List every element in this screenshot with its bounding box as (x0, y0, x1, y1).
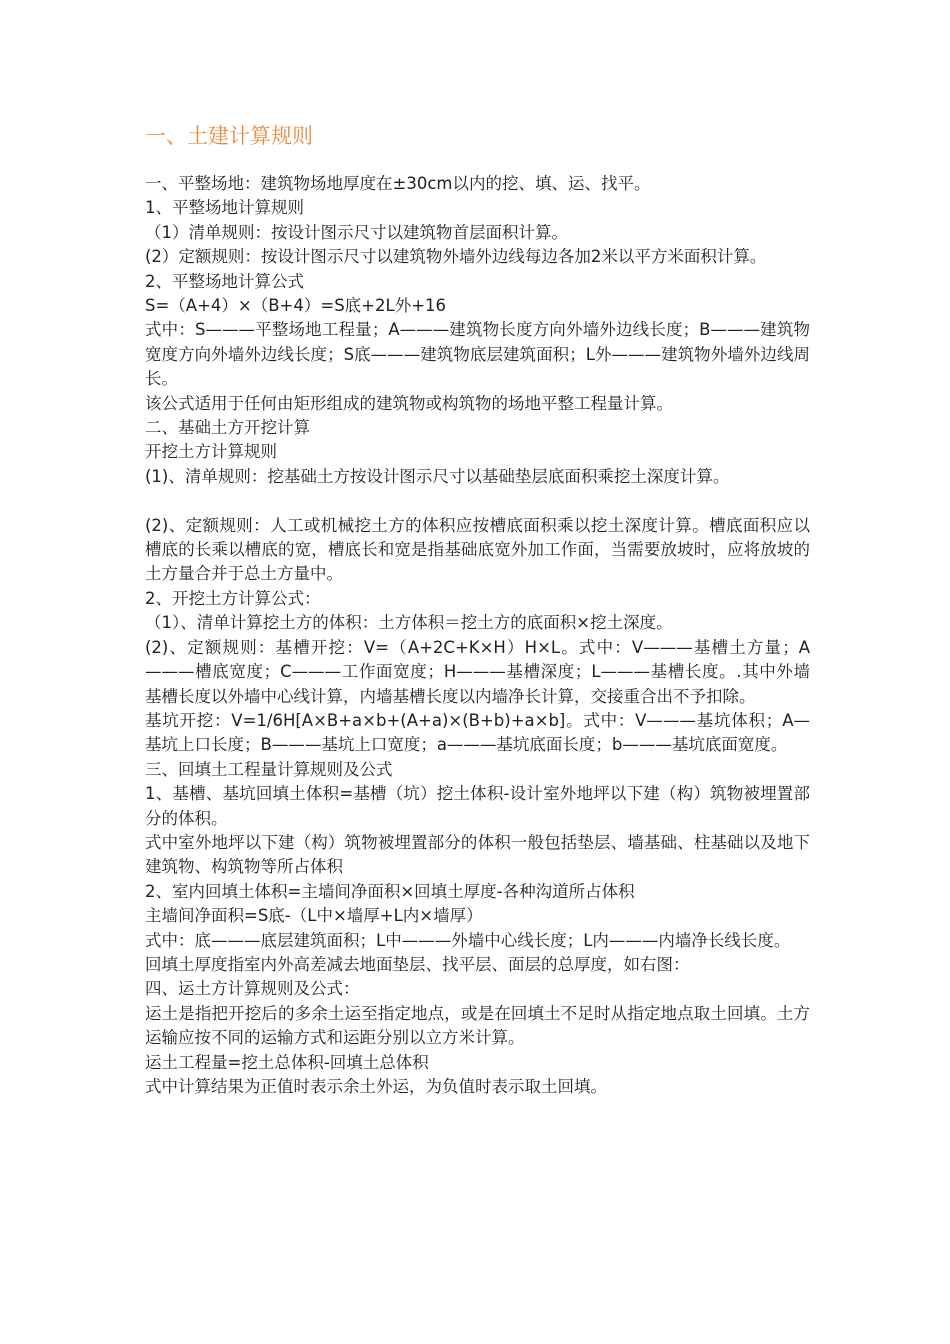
paragraph: 回填土厚度指室内外高差减去地面垫层、找平层、面层的总厚度，如右图： (145, 954, 690, 974)
blank-line (145, 489, 810, 513)
paragraph: 运土是指把开挖后的多余土运至指定地点，或是在回填土不足时从指定地点取土回填。土方运输应按不同的运输方式和运距分别以立方米计算。 (145, 1003, 810, 1048)
paragraph: 三、回填土工程量计算规则及公式 (145, 759, 393, 779)
document-body (145, 172, 810, 1099)
paragraph: 2、开挖土方计算公式： (145, 588, 321, 608)
paragraph: 1、平整场地计算规则 (145, 198, 304, 218)
paragraph: (2)、定额规则：人工或机械挖土方的体积应按槽底面积乘以挖土深度计算。槽底面积应以槽底的长乘以槽底的宽，槽底长和宽是指基础底宽外加工作面，当需要放坡时，应将放坡的土方量合并于总土方量中。 (145, 515, 810, 584)
paragraph: 1、基槽、基坑回填土体积=基槽（坑）挖土体积-设计室外地坪以下建（构）筑物被埋置部分的体积。 (145, 784, 810, 828)
paragraph: 主墙间净面积=S底-（L中×墙厚+L内×墙厚） (145, 906, 483, 926)
paragraph: 式中计算结果为正值时表示余土外运，为负值时表示取土回填。 (145, 1077, 607, 1097)
paragraph: （1）、清单计算挖土方的体积：土方体积＝挖土方的底面积×挖土深度。 (145, 613, 673, 633)
paragraph: 式中室外地坪以下建（构）筑物被埋置部分的体积一般包括垫层、墙基础、柱基础以及地下建筑物、构筑物等所占体积 (145, 832, 810, 877)
paragraph: (2）定额规则：按设计图示尺寸以建筑物外墙外边线每边各加2米以平方米面积计算。 (145, 247, 767, 267)
paragraph: 基坑开挖：V=1/6H[A×B+a×b+(A+a)×(B+b)+a×b]。式中：V———基坑体积；A—基坑上口长度；B———基坑上口宽度；a———基坑底面长度；b———基坑底面宽度。 (145, 710, 810, 755)
paragraph: （1）清单规则：按设计图示尺寸以建筑物首层面积计算。 (145, 222, 568, 242)
paragraph: 2、室内回填土体积=主墙间净面积×回填土厚度-各种沟道所占体积 (145, 881, 635, 901)
paragraph: 开挖土方计算规则 (145, 442, 277, 462)
paragraph: 二、基础土方开挖计算 (145, 418, 310, 438)
paragraph: (1)、清单规则：挖基础土方按设计图示尺寸以基础垫层底面积乘挖土深度计算。 (145, 466, 730, 486)
paragraph: S=（A+4）×（B+4）=S底+2L外+16 (145, 296, 447, 316)
paragraph: 式中：底———底层建筑面积；L中———外墙中心线长度；L内———内墙净长线长度。 (145, 930, 791, 950)
paragraph: 该公式适用于任何由矩形组成的建筑物或构筑物的场地平整工程量计算。 (145, 393, 673, 413)
paragraph: 一、平整场地：建筑物场地厚度在±30cm以内的挖、填、运、找平。 (145, 174, 651, 193)
paragraph: 运土工程量=挖土总体积-回填土总体积 (145, 1052, 429, 1072)
paragraph: (2)、定额规则：基槽开挖：V=（A+2C+K×H）H×L。式中：V———基槽土方量；A———槽底宽度；C———工作面宽度；H———基槽深度；L———基槽长度。.其中外墙基槽长度以外墙中心线计算，内墙基槽长度以内墙净长计算，交接重合出不予扣除。 (145, 637, 810, 706)
paragraph: 式中：S———平整场地工程量；A———建筑物长度方向外墙外边线长度；B———建筑物宽度方向外墙外边线长度；S底———建筑物底层建筑面积；L外———建筑物外墙外边线周长。 (145, 320, 810, 389)
paragraph: 2、平整场地计算公式 (145, 271, 304, 291)
paragraph: 四、运土方计算规则及公式： (145, 979, 360, 999)
document-title: 一、土建计算规则 (145, 124, 313, 148)
